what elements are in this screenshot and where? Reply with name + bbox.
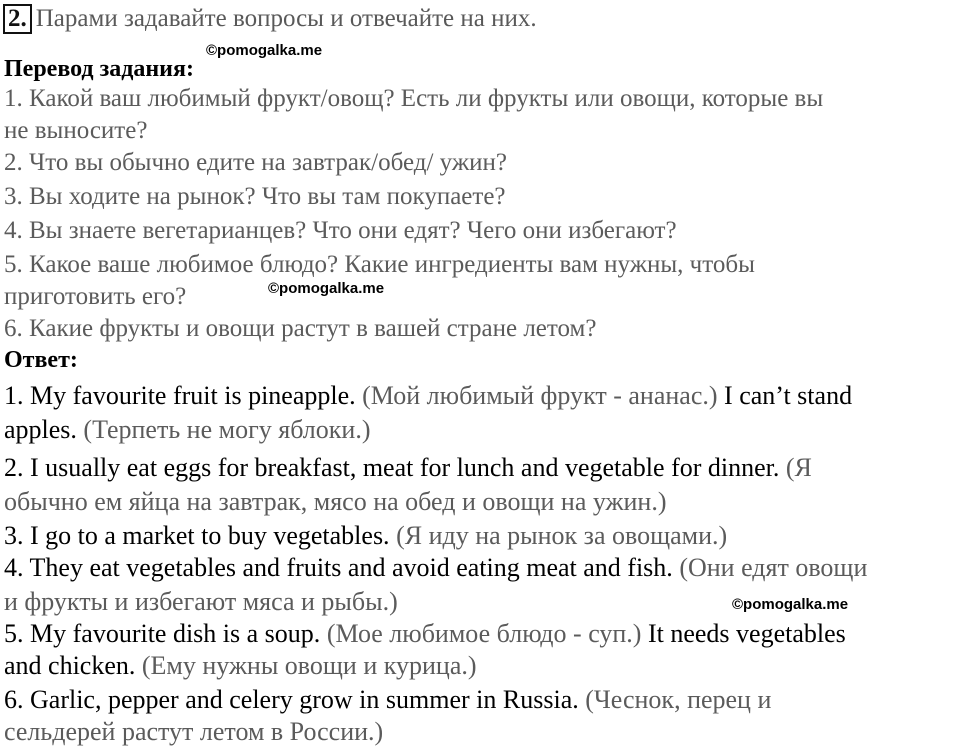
answer-5-line-1 bbox=[4, 618, 846, 649]
answer-russian: (Мое любимое блюдо - суп.) bbox=[326, 619, 642, 648]
answer-6-line-1 bbox=[4, 684, 771, 715]
answer-russian: (Ему нужны овощи и курица.) bbox=[141, 651, 477, 680]
watermark: ©pomogalka.me bbox=[268, 280, 385, 297]
answer-3-line-1 bbox=[4, 520, 727, 551]
translation-heading: Перевод задания: bbox=[4, 56, 194, 82]
translation-line: 3. Вы ходите на рынок? Что вы там покупаете? bbox=[4, 183, 506, 210]
answer-6-line-2: сельдерей растут летом в России.) bbox=[4, 717, 384, 746]
answer-1-line-1 bbox=[4, 380, 852, 411]
translation-line: не выносите? bbox=[4, 117, 148, 144]
answer-5-line-2 bbox=[4, 650, 477, 681]
translation-line: 2. Что вы обычно едите на завтрак/обед/ ужин? bbox=[4, 149, 507, 176]
watermark: ©pomogalka.me bbox=[732, 596, 849, 613]
answer-english: 5. My favourite dish is a soup. bbox=[4, 619, 321, 648]
answer-russian: (Я иду на рынок за овощами.) bbox=[396, 521, 728, 550]
watermark: ©pomogalka.me bbox=[206, 42, 323, 59]
answer-2-line-2: обычно ем яйца на завтрак, мясо на обед и овощи на ужин.) bbox=[4, 487, 667, 516]
answer-2-line-1 bbox=[4, 452, 812, 483]
translation-line: приготовить его? bbox=[4, 283, 187, 310]
task-header bbox=[3, 4, 537, 36]
task-instruction: Парами задавайте вопросы и отвечайте на них. bbox=[35, 5, 537, 32]
translation-line: 5. Какое ваше любимое блюдо? Какие ингредиенты вам нужны, чтобы bbox=[4, 251, 755, 278]
translation-line: 1. Какой ваш любимый фрукт/овощ? Есть ли фрукты или овощи, которые вы bbox=[4, 85, 824, 112]
answer-russian: (Мой любимый фрукт - ананас.) bbox=[362, 381, 718, 410]
answer-4-line-1 bbox=[4, 552, 867, 583]
answer-english: 2. I usually eat eggs for breakfast, meat for lunch and vegetable for dinner. bbox=[4, 453, 780, 482]
task-number-box: 2. bbox=[3, 4, 32, 34]
answer-english: 3. I go to a market to buy vegetables. bbox=[4, 521, 390, 550]
answer-4-line-2: и фрукты и избегают мяса и рыбы.) bbox=[4, 587, 398, 616]
answer-russian: (Они едят овощи bbox=[679, 553, 868, 582]
answer-russian: (Терпеть не могу яблоки.) bbox=[83, 415, 371, 444]
answer-heading: Ответ: bbox=[4, 347, 78, 373]
answer-english: 6. Garlic, pepper and celery grow in summer in Russia. bbox=[4, 685, 579, 714]
answer-1-line-2 bbox=[4, 414, 370, 445]
answer-english: 4. They eat vegetables and fruits and avoid eating meat and fish. bbox=[4, 553, 673, 582]
answer-english: 1. My favourite fruit is pineapple. bbox=[4, 381, 356, 410]
answer-russian: (Чеснок, перец и bbox=[585, 685, 772, 714]
answer-english: apples. bbox=[4, 415, 77, 444]
answer-english: It needs vegetables bbox=[647, 619, 846, 648]
answer-english: and chicken. bbox=[4, 651, 136, 680]
answer-english: I can’t stand bbox=[724, 381, 853, 410]
answer-russian: (Я bbox=[785, 453, 812, 482]
translation-line: 4. Вы знаете вегетарианцев? Что они едят? Чего они избегают? bbox=[4, 217, 677, 244]
translation-line: 6. Какие фрукты и овощи растут в вашей стране летом? bbox=[4, 315, 597, 342]
